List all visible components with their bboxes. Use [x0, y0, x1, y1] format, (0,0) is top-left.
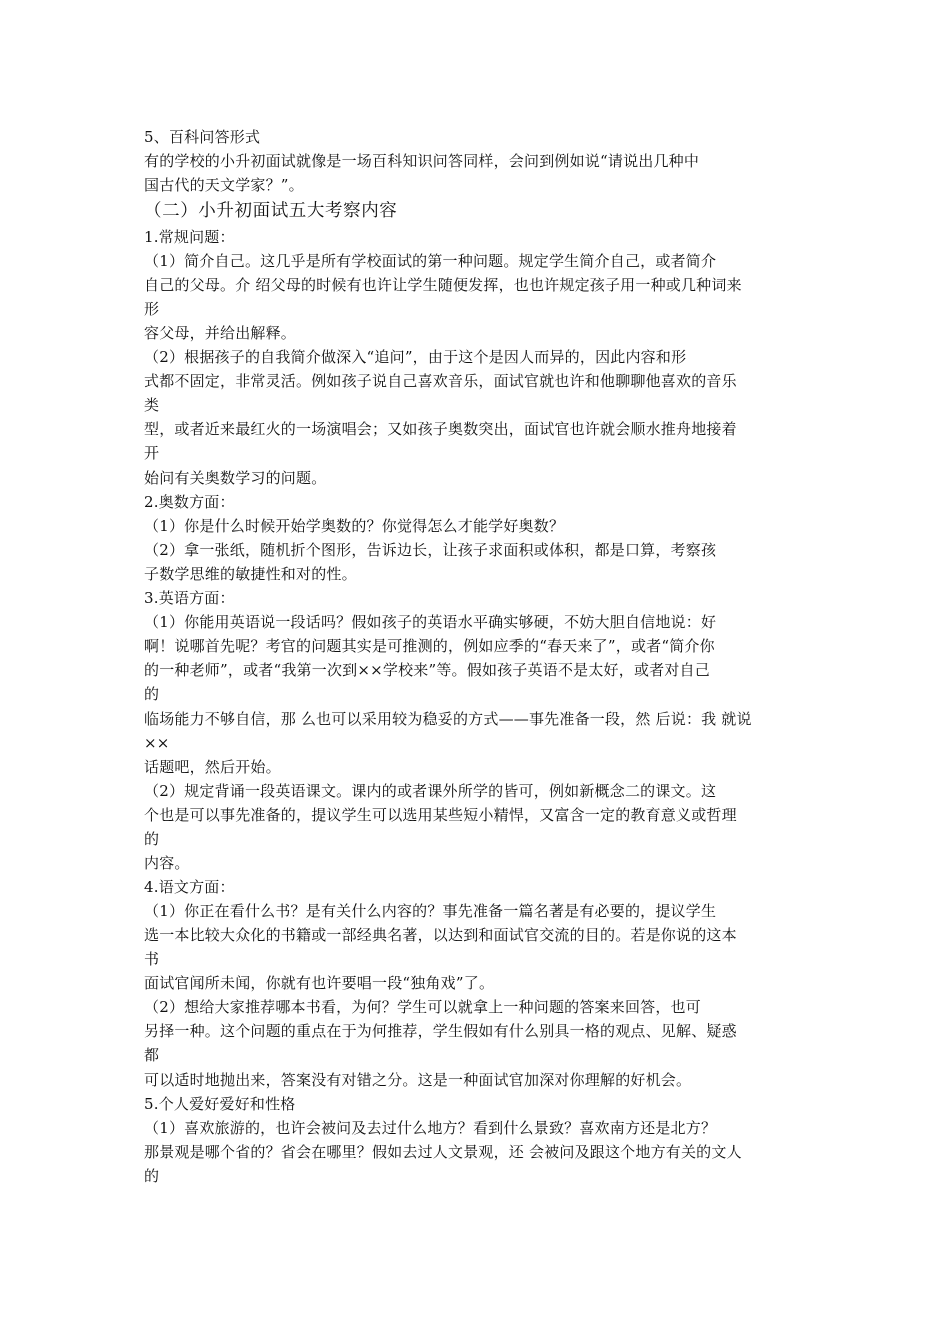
text-line: （2）规定背诵一段英语课文。课内的或者课外所学的皆可，例如新概念二的课文。这: [144, 782, 717, 800]
text-line: 临场能力不够自信，那 么也可以采用较为稳妥的方式——事先准备一段，然 后说：我 就说: [144, 710, 752, 728]
text-line: （2）根据孩子的自我简介做深入“追问”，由于这个是因人而异的，因此内容和形: [144, 348, 687, 366]
text-line: 啊！说哪首先呢？考官的问题其实是可推测的，例如应季的“春天来了”，或者“简介你: [144, 637, 715, 655]
text-line: 可以适时地抛出来，答案没有对错之分。这是一种面试官加深对你理解的好机会。: [144, 1071, 692, 1089]
text-line: 子数学思维的敏捷性和对的性。: [144, 565, 357, 583]
text-line: 的一种老师”，或者“我第一次到××学校来”等。假如孩子英语不是太好，或者对自己: [144, 661, 710, 679]
text-line: 书: [144, 950, 160, 968]
text-line: 国古代的天文学家？”。: [144, 176, 304, 194]
text-line: 5、百科问答形式: [144, 128, 261, 146]
text-line: （1）简介自己。这几乎是所有学校面试的第一种问题。规定学生简介自己，或者简介: [144, 252, 717, 270]
text-line: 的: [144, 1167, 160, 1185]
text-line: 个也是可以事先准备的，提议学生可以选用某些短小精悍，又富含一定的教育意义或哲理: [144, 806, 737, 824]
text-line: 开: [144, 444, 160, 462]
text-line: （2）拿一张纸，随机折个图形，告诉边长，让孩子求面积或体积，都是口算，考察孩: [144, 541, 717, 559]
text-line: 5.个人爱好爱好和性格: [144, 1095, 296, 1113]
text-line: 4.语文方面：: [144, 878, 235, 896]
text-line: （1）喜欢旅游的，也许会被问及去过什么地方？看到什么景致？喜欢南方还是北方？: [144, 1119, 717, 1137]
text-line: 的: [144, 685, 160, 703]
text-line: 2.奥数方面：: [144, 493, 235, 511]
text-line: 面试官闻所未闻，你就有也许要唱一段“独角戏”了。: [144, 974, 495, 992]
text-line: 型，或者近来最红火的一场演唱会；又如孩子奥数突出，面试官也许就会顺水推舟地接着: [144, 420, 737, 438]
text-line: 都: [144, 1046, 160, 1064]
text-line: 始问有关奥数学习的问题。: [144, 469, 327, 487]
text-line: （2）想给大家推荐哪本书看，为何？学生可以就拿上一种问题的答案来回答，也可: [144, 998, 701, 1016]
text-line: 形: [144, 300, 160, 318]
text-line: 的: [144, 830, 160, 848]
text-line: 内容。: [144, 854, 190, 872]
text-line: 1.常规问题：: [144, 228, 235, 246]
text-line: 类: [144, 396, 160, 414]
text-line: 话题吧，然后开始。: [144, 758, 281, 776]
text-line: 3.英语方面：: [144, 589, 235, 607]
text-line: 式都不固定，非常灵活。例如孩子说自己喜欢音乐，面试官就也许和他聊聊他喜欢的音乐: [144, 372, 737, 390]
text-line: 自己的父母。介 绍父母的时候有也许让学生随便发挥，也也许规定孩子用一种或几种词来: [144, 276, 742, 294]
text-line: 选一本比较大众化的书籍或一部经典名著，以达到和面试官交流的目的。若是你说的这本: [144, 926, 737, 944]
text-line: 另择一种。这个问题的重点在于为何推荐，学生假如有什么别具一格的观点、见解、疑惑: [144, 1022, 737, 1040]
text-line: ××: [144, 734, 170, 752]
text-line: 那景观是哪个省的？省会在哪里？假如去过人文景观，还 会被问及跟这个地方有关的文人: [144, 1143, 742, 1161]
text-line: 有的学校的小升初面试就像是一场百科知识问答同样，会问到例如说“请说出几种中: [144, 152, 700, 170]
text-line: 容父母，并给出解释。: [144, 324, 297, 342]
text-line: （1）你是什么时候开始学奥数的？你觉得怎么才能学好奥数？: [144, 517, 565, 535]
text-line: （1）你能用英语说一段话吗？假如孩子的英语水平确实够硬，不妨大胆自信地说：好: [144, 613, 717, 631]
section-heading: （二）小升初面试五大考察内容: [144, 201, 398, 221]
text-line: （1）你正在看什么书？是有关什么内容的？事先准备一篇名著是有必要的，提议学生: [144, 902, 717, 920]
